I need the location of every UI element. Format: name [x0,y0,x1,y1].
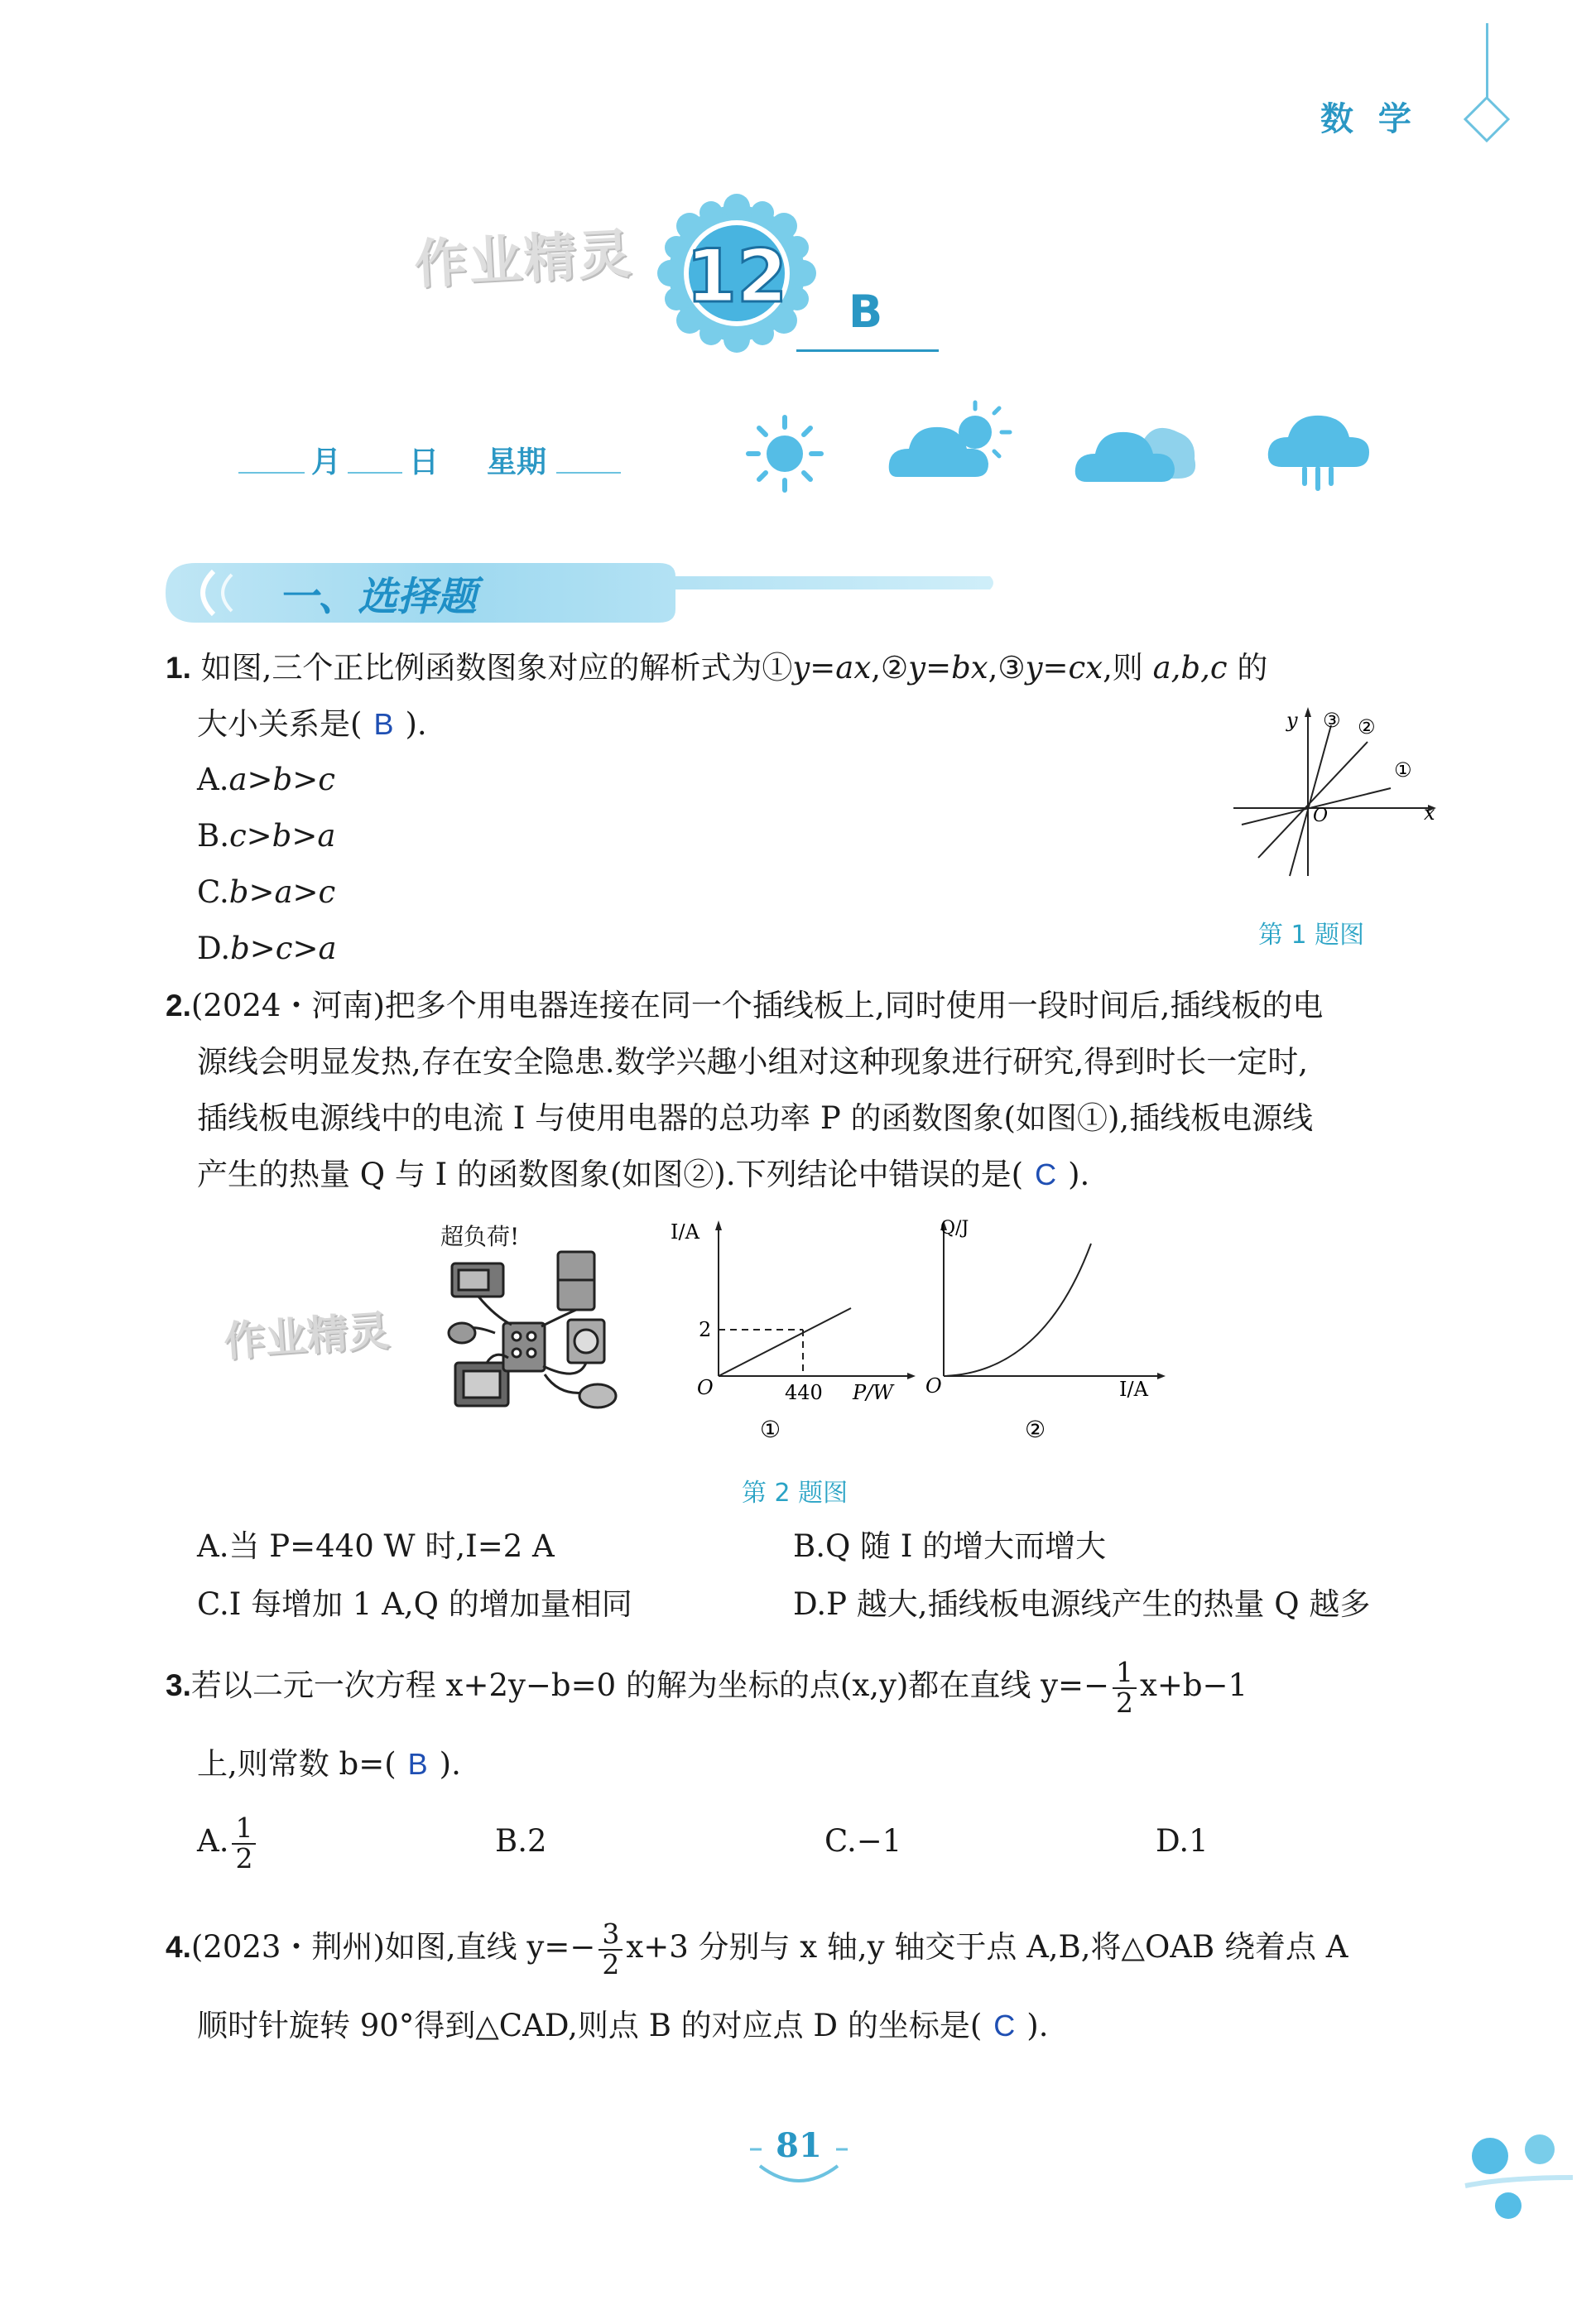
graph2-tag: ② [1025,1416,1046,1443]
date-line [238,439,627,480]
q2-figure-caption: 第 2 题图 [742,1479,848,1508]
question-3-stem: 3.若以二元一次方程 x+2y−b=0 的解为坐标的点(x,y)都在直线 y=− $\frac{1}{2}$ x+b−1 [166,1655,1248,1719]
q2-option-a[interactable]: A.当 P=440 W 时,I=2 A [197,1528,555,1564]
q2-option-b[interactable]: B.Q 随 I 的增大而增大 [793,1528,1107,1564]
section-title: 一、选择题 [278,574,478,620]
question-2-line3: 插线板电源线中的电流 I 与使用电器的总功率 P 的函数图象(如图①),插线板电源线 [197,1100,1314,1136]
graph1-tag: ① [760,1416,781,1443]
cloudy-icon[interactable] [1072,406,1204,488]
q1-line2-label: ② [1358,715,1376,739]
sunny-icon[interactable] [743,412,826,495]
q2-graph-1 [669,1215,917,1456]
question-4-stem-line2: 顺时针旋转 90°得到△CAD,则点 B 的对应点 D 的坐标是( C ). [197,2008,1049,2043]
question-4-stem: 4.(2023・荆州)如图,直线 y=− $\frac{3}{2}$ x+3 分别与 x 轴,y 轴交于点 A,B,将△OAB 绕着点 A [166,1917,1348,1980]
answer-2: C [1035,1157,1057,1191]
q1-line1-label: ① [1394,758,1412,782]
graph1-x-mark: 440 [785,1381,823,1404]
q2-option-c[interactable]: C.I 每增加 1 A,Q 的增加量相同 [197,1586,632,1622]
graph2-origin: O [925,1374,942,1398]
month-label: 月 [311,445,342,479]
lesson-level: B [848,286,883,338]
question-1-stem: 1. 如图,三个正比例函数图象对应的解析式为①y=ax,②y=bx,③y=cx,则 a,b,c 的 [166,650,1268,686]
q1-figure [1225,702,1440,884]
q2-graph-2 [927,1215,1175,1456]
q2-watermark: 作业精灵 [222,1306,392,1366]
graph1-origin: O [697,1376,714,1399]
watermark-text: 作业精灵 [412,224,635,296]
q1-option-d[interactable]: D.b>c>a [197,931,337,966]
question-1-stem-line2: 大小关系是( B ). [197,706,427,742]
answer-4: C [993,2009,1016,2043]
overloaded-power-strip-illustration [437,1250,627,1424]
q4-fraction: $\frac{3}{2}$ [598,1920,623,1979]
q1-option-b[interactable]: B.c>b>a [197,818,336,854]
q2-overload-text: 超负荷! [440,1223,520,1250]
day-label: 日 [409,445,440,479]
header-rule [1486,23,1488,99]
question-2-line4: 产生的热量 Q 与 I 的函数图象(如图②).下列结论中错误的是( C ). [197,1157,1090,1192]
q1-origin-label: O [1313,806,1329,826]
answer-3: B [407,1747,428,1781]
q1-line3-label: ③ [1323,709,1341,732]
q3-fraction: $\frac{1}{2}$ [1113,1658,1137,1717]
graph2-y-label: Q/J [940,1218,969,1239]
graph1-y-mark: 2 [699,1318,712,1341]
diamond-icon [1462,94,1512,144]
q3-option-c[interactable]: C.−1 [824,1823,902,1859]
q1-x-label: x [1424,801,1435,825]
graph1-y-label: I/A [671,1220,699,1244]
level-underline [796,349,939,352]
q1-option-c[interactable]: C.b>a>c [197,874,336,910]
q3-option-a[interactable]: A. $\frac{1}{2}$ [197,1808,259,1874]
graph2-x-label: I/A [1119,1378,1148,1401]
page-number: 81 [776,2126,822,2165]
question-2-line1: 2.(2024・河南)把多个用电器连接在同一个插线板上,同时使用一段时间后,插线板的电 [166,988,1324,1023]
subject-label: 数 学 [1320,100,1418,138]
q1-option-a[interactable]: A.a>b>c [197,762,335,797]
q1-y-label: y [1286,709,1298,732]
corner-decoration [1457,2120,1581,2227]
question-3-stem-line2: 上,则常数 b=( B ). [197,1746,461,1782]
rainy-icon[interactable] [1265,411,1372,493]
question-2-line2: 源线会明显发热,存在安全隐患.数学兴趣小组对这种现象进行研究,得到时长一定时, [197,1044,1309,1080]
lesson-number: 12 [685,233,788,319]
answer-1: B [373,707,394,741]
partly-cloudy-icon[interactable] [886,397,1018,488]
graph1-x-label: P/W [853,1381,893,1404]
q2-option-d[interactable]: D.P 越大,插线板电源线产生的热量 Q 越多 [793,1586,1371,1622]
q3-option-b[interactable]: B.2 [495,1823,547,1859]
q3-option-d[interactable]: D.1 [1156,1823,1209,1859]
q1-figure-caption: 第 1 题图 [1258,921,1365,950]
weekday-label: 星期 [487,445,547,479]
